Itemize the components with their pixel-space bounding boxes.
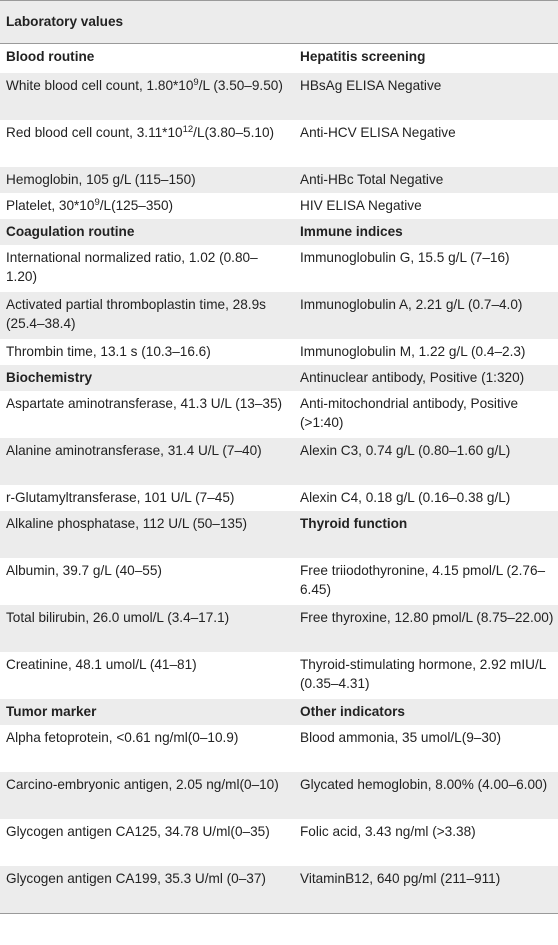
table-row bbox=[0, 866, 558, 914]
table-row bbox=[0, 73, 558, 120]
table-row bbox=[0, 772, 558, 819]
table-cell-left: Tumor marker bbox=[6, 704, 97, 719]
table-row bbox=[0, 652, 558, 699]
table-cell-right: Thyroid-stimulating hormone, 2.92 mIU/L (0.35–4.31) bbox=[300, 657, 546, 691]
table-cell-right: Antinuclear antibody, Positive (1:320) bbox=[300, 370, 525, 385]
table-cell-left: White blood cell count, $1.80*10^9/L$ (3.50–9.50) bbox=[6, 77, 283, 93]
table-cell-right: Hepatitis screening bbox=[300, 49, 426, 64]
table-title: Laboratory values bbox=[0, 0, 558, 44]
table-cell-right: Anti-mitochondrial antibody, Positive (>1:40) bbox=[300, 396, 519, 430]
table-cell-right: Folic acid, 3.43 ng/ml (>3.38) bbox=[300, 824, 476, 839]
table-row bbox=[0, 219, 558, 245]
table-row bbox=[0, 339, 558, 365]
table-cell-right: HBsAg ELISA Negative bbox=[300, 78, 442, 93]
table-row bbox=[0, 819, 558, 866]
table-row bbox=[0, 558, 558, 605]
table-cell-left: Glycogen antigen CA125, 34.78 U/ml(0–35) bbox=[6, 824, 270, 839]
table-cell-left: Total bilirubin, 26.0 umol/L (3.4–17.1) bbox=[6, 610, 230, 625]
table-row bbox=[0, 44, 558, 73]
table-row bbox=[0, 438, 558, 485]
table-cell-left: Albumin, 39.7 g/L (40–55) bbox=[6, 563, 162, 578]
table-cell-left: Activated partial thromboplastin time, 28.9s (25.4–38.4) bbox=[6, 297, 266, 331]
table-row bbox=[0, 193, 558, 219]
table-cell-left: International normalized ratio, 1.02 (0.80–1.20) bbox=[6, 250, 258, 284]
table-row bbox=[0, 292, 558, 339]
table-cell-left: Coagulation routine bbox=[6, 224, 135, 239]
table-cell-left: Creatinine, 48.1 umol/L (41–81) bbox=[6, 657, 197, 672]
table-cell-left: Aspartate aminotransferase, 41.3 U/L (13–35) bbox=[6, 396, 283, 411]
table-cell-left: Glycogen antigen CA199, 35.3 U/ml (0–37) bbox=[6, 871, 266, 886]
table-cell-right: Anti-HBc Total Negative bbox=[300, 172, 444, 187]
table-cell-right: Thyroid function bbox=[300, 516, 408, 531]
table-cell-right: Immunoglobulin A, 2.21 g/L (0.7–4.0) bbox=[300, 297, 523, 312]
table-cell-left: Biochemistry bbox=[6, 370, 93, 385]
table-row bbox=[0, 167, 558, 193]
table-cell-right: Immunoglobulin M, 1.22 g/L (0.4–2.3) bbox=[300, 344, 526, 359]
table-cell-right: HIV ELISA Negative bbox=[300, 198, 422, 213]
table-cell-left: Alanine aminotransferase, 31.4 U/L (7–40) bbox=[6, 443, 262, 458]
table-cell-left: Hemoglobin, 105 g/L (115–150) bbox=[6, 172, 196, 187]
table-cell-right: Free thyroxine, 12.80 pmol/L (8.75–22.00) bbox=[300, 610, 554, 625]
table-cell-left: Platelet, $30*10^9/L(125-350)$ bbox=[6, 197, 174, 213]
table-row bbox=[0, 725, 558, 772]
table-cell-left: Alpha fetoprotein, <0.61 ng/ml(0–10.9) bbox=[6, 730, 239, 745]
table-cell-right: Alexin C4, 0.18 g/L (0.16–0.38 g/L) bbox=[300, 490, 511, 505]
table-cell-right: Blood ammonia, 35 umol/L(9–30) bbox=[300, 730, 501, 745]
table-cell-left: Thrombin time, 13.1 s (10.3–16.6) bbox=[6, 344, 211, 359]
table-cell-left: Blood routine bbox=[6, 49, 95, 64]
table-row bbox=[0, 605, 558, 652]
table-cell-right: Glycated hemoglobin, 8.00% (4.00–6.00) bbox=[300, 777, 548, 792]
table-body bbox=[0, 44, 558, 914]
table-cell-right: Free triiodothyronine, 4.15 pmol/L (2.76–6.45) bbox=[300, 563, 546, 597]
table-cell-right: Alexin C3, 0.74 g/L (0.80–1.60 g/L) bbox=[300, 443, 511, 458]
table-cell-right: Anti-HCV ELISA Negative bbox=[300, 125, 456, 140]
table-cell-right: Immunoglobulin G, 15.5 g/L (7–16) bbox=[300, 250, 510, 265]
table-row bbox=[0, 511, 558, 558]
table-row bbox=[0, 365, 558, 391]
table-cell-right: VitaminB12, 640 pg/ml (211–911) bbox=[300, 871, 501, 886]
table-cell-left: Red blood cell count, $3.11*10^{12}/L(3.80-5.10)$ bbox=[6, 124, 275, 140]
table-row bbox=[0, 245, 558, 292]
table-cell-right: Other indicators bbox=[300, 704, 405, 719]
table-row bbox=[0, 391, 558, 438]
table-cell-right: Immune indices bbox=[300, 224, 403, 239]
table-row bbox=[0, 485, 558, 511]
table-row bbox=[0, 699, 558, 725]
table-cell-left: Alkaline phosphatase, 112 U/L (50–135) bbox=[6, 516, 248, 531]
table-row bbox=[0, 120, 558, 167]
table-cell-left: r-Glutamyltransferase, 101 U/L (7–45) bbox=[6, 490, 235, 505]
table-cell-left: Carcino-embryonic antigen, 2.05 ng/ml(0–10) bbox=[6, 777, 279, 792]
